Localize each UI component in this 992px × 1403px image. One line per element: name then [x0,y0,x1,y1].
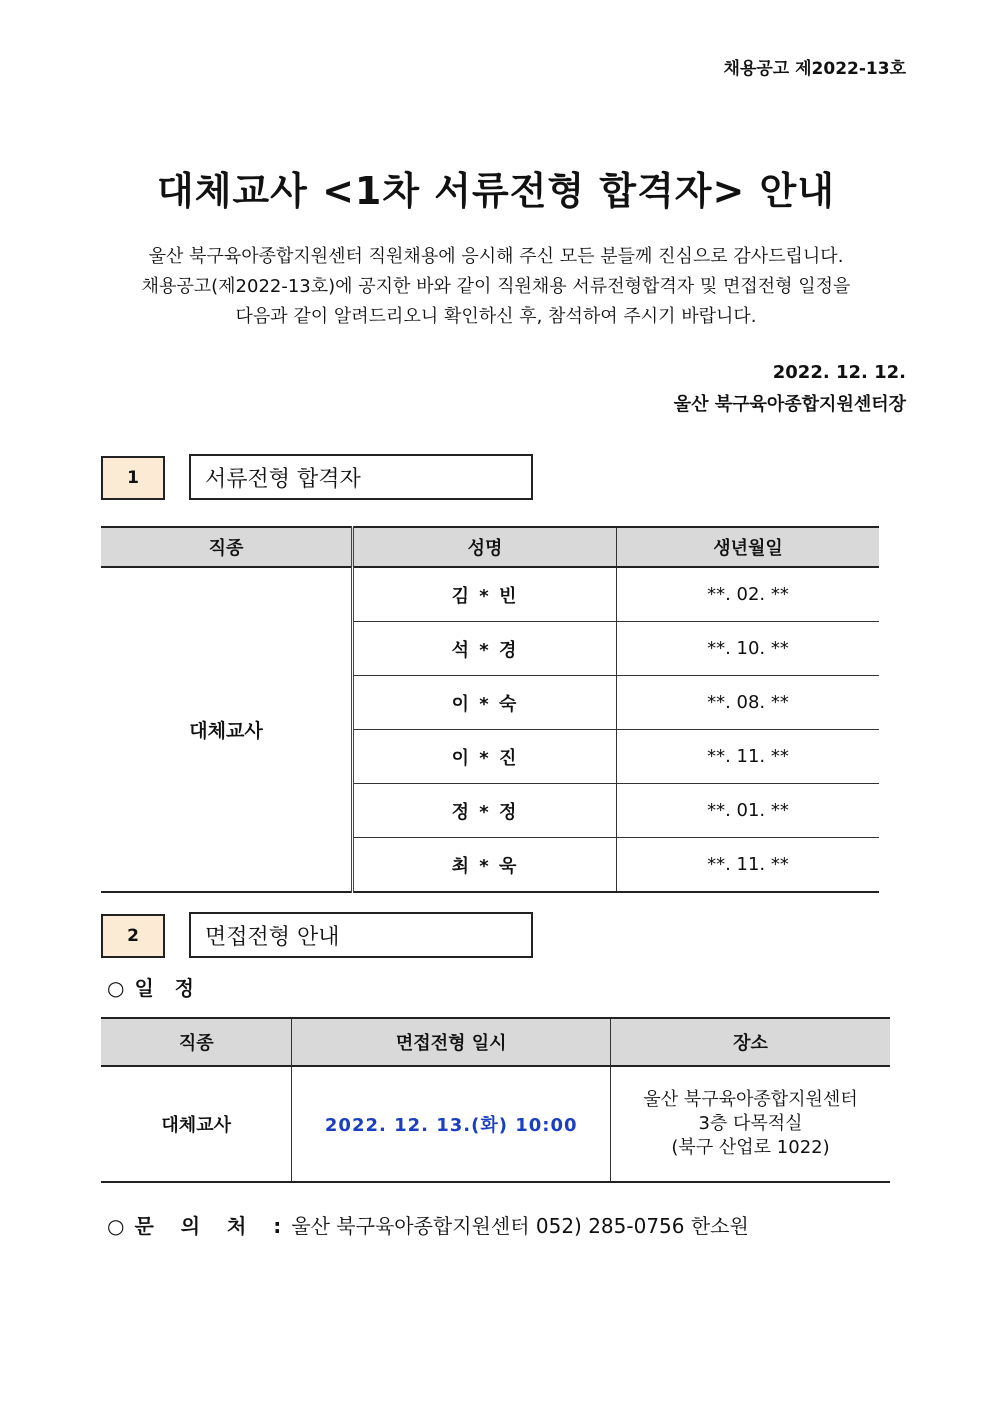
name-cell: 석 * 경 [353,622,617,676]
table-row [101,1066,890,1182]
column-header: 성명 [353,527,617,567]
birth-cell: **. 01. ** [616,784,879,838]
birth-cell: **. 11. ** [616,838,879,893]
issue-date: 2022. 12. 12. [772,362,906,383]
notice-number: 채용공고 제2022-13호 [723,59,906,79]
name-cell: 정 * 정 [353,784,617,838]
column-header: 면접전형 일시 [292,1018,611,1066]
place-cell [611,1066,890,1182]
bullet-circle: ○ [107,976,125,1000]
interview-schedule-table [101,1017,890,1183]
section-heading [189,912,533,958]
section-heading-text: 면접전형 안내 [205,924,340,950]
name-cell: 최 * 욱 [353,838,617,893]
intro-line: 채용공고(제2022-13호)에 공지한 바와 같이 직원채용 서류전형합격자 및 면접전형 일정을 [141,276,851,297]
name-cell: 김 * 빈 [353,567,617,622]
place-line: 3층 다목적실 [698,1113,803,1134]
section-number-badge: 1 [101,456,165,500]
contact-label: 문 의 처 : [134,1214,292,1238]
birth-cell: **. 10. ** [616,622,879,676]
interview-datetime: 2022. 12. 13.(화) 10:00 [292,1066,611,1182]
intro-line: 다음과 같이 알려드리오니 확인하신 후, 참석하여 주시기 바랍니다. [235,306,757,327]
place-line: (북구 산업로 1022) [671,1137,830,1158]
role-cell: 대체교사 [101,567,353,892]
contact-info [107,1210,749,1239]
section-heading-text: 서류전형 합격자 [205,466,361,492]
column-header: 장소 [611,1018,890,1066]
section-heading [189,454,533,500]
birth-cell: **. 08. ** [616,676,879,730]
intro-line: 울산 북구육아종합지원센터 직원채용에 응시해 주신 모든 분들께 진심으로 감사드립니다. [148,246,844,267]
schedule-label [107,972,194,1001]
column-header: 생년월일 [616,527,879,567]
birth-cell: **. 11. ** [616,730,879,784]
column-header: 직종 [101,527,353,567]
intro-paragraph [80,242,912,332]
page-title: 대체교사 <1차 서류전형 합격자> 안내 [157,169,835,213]
birth-cell: **. 02. ** [616,567,879,622]
role-cell: 대체교사 [101,1066,292,1182]
name-cell: 이 * 진 [353,730,617,784]
table-row [101,567,879,622]
bullet-circle: ○ [107,1214,125,1238]
place-line: 울산 북구육아종합지원센터 [643,1089,858,1110]
column-header: 직종 [101,1018,292,1066]
contact-text: 울산 북구육아종합지원센터 052) 285-0756 한소원 [291,1214,749,1238]
name-cell: 이 * 숙 [353,676,617,730]
signer: 울산 북구육아종합지원센터장 [673,394,906,415]
section-number-badge: 2 [101,914,165,958]
schedule-label-text: 일 정 [134,976,194,1000]
document-pass-table [101,526,879,893]
